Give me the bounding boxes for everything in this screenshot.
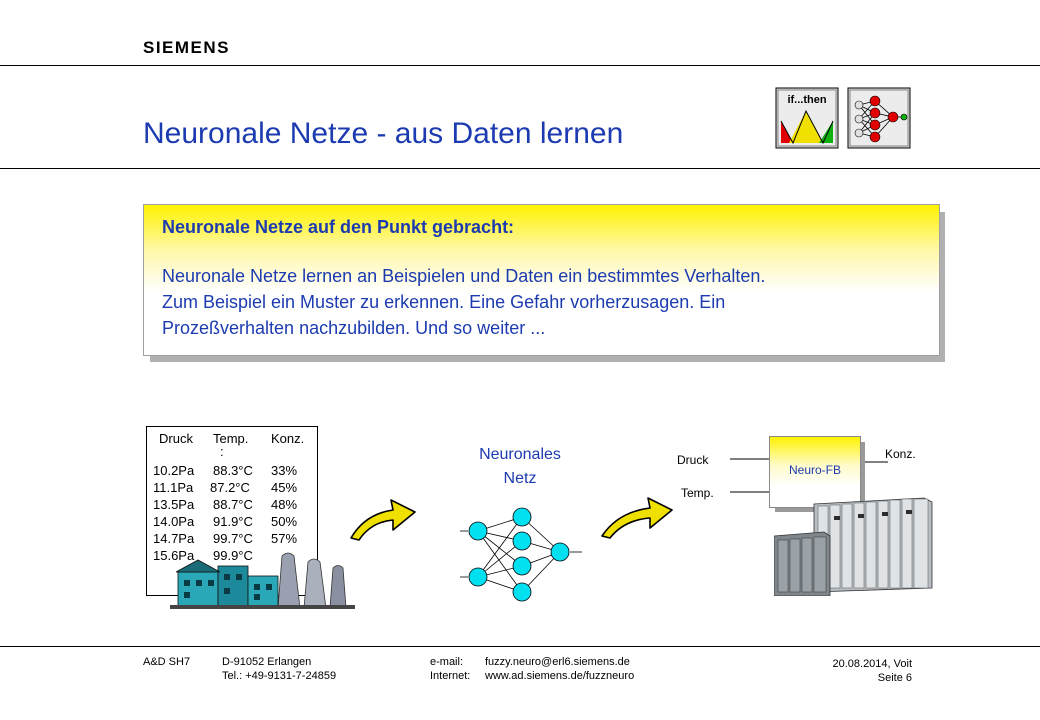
table-cell: 91.9°C [213,514,253,529]
curved-arrow-icon [598,494,676,540]
table-header-druck: Druck [159,431,193,446]
plc-input-druck: Druck [677,453,709,467]
summary-heading: Neuronale Netze auf den Punkt gebracht: [162,217,515,237]
industrial-plant-illustration [170,548,360,610]
footer-phone: Tel.: +49-9131-7-24859 [222,670,337,682]
footer-divider [0,646,1040,647]
table-cell: 15.6Pa [153,548,195,563]
plc-input-temp: Temp. [681,486,714,500]
neuro-fb-label: Neuro-FB [788,463,841,477]
summary-line: Zum Beispiel ein Muster zu erkennen. Eine Gefahr vorherzusagen. Ein [162,292,726,312]
summary-text [162,263,942,341]
slide-title: Neuronale Netze - aus Daten lernen [143,117,624,150]
footer-internet-link[interactable]: www.ad.siemens.de/fuzzneuro [485,670,635,682]
summary-box [143,204,940,356]
fuzzy-logic-icon [775,87,839,149]
table-cell: 13.5Pa [153,497,195,512]
table-cell: 99.9°C [213,548,253,563]
footer-page-number: Seite 6 [877,672,912,684]
footer-internet-label: Internet: [430,670,471,682]
network-label [455,446,585,488]
table-cell: 88.3°C [213,463,253,478]
plc-output-konz: Konz. [885,447,916,461]
network-label-line1: Neuronales [479,446,561,463]
network-label-line2: Netz [503,470,537,487]
footer-department: A&D SH7 [143,656,191,668]
summary-line: Neuronale Netze lernen an Beispielen und Daten ein bestimmtes Verhalten. [162,266,766,286]
curved-arrow-icon [347,492,419,542]
neural-network-diagram [460,506,585,606]
footer-email-link[interactable]: fuzzy.neuro@erl6.siemens.de [485,656,630,668]
summary-line: Prozeßverhalten nachzubilden. Und so weiter ... [162,318,546,338]
plc-hardware-illustration [774,496,934,596]
fuzzy-icon-label: if...then [787,94,827,106]
table-cell: 10.2Pa [153,463,195,478]
table-cell: 33% [271,463,298,478]
table-cell: 11.1Pa [153,480,194,495]
table-ellipsis: : [220,444,224,459]
neural-network-icon [847,87,911,149]
table-cell: 48% [271,497,298,512]
footer-date-author: 20.08.2014, Voit [832,658,912,670]
footer-email-label: e-mail: [430,656,464,668]
table-cell: 14.7Pa [153,531,195,546]
table-cell: 99.7°C [213,531,253,546]
header-divider [0,65,1040,66]
table-cell: 88.7°C [213,497,253,512]
footer-address: D-91052 Erlangen [222,656,312,668]
table-header-temp: Temp. [213,431,249,446]
siemens-logo: SIEMENS [143,38,231,57]
table-cell: 14.0Pa [153,514,195,529]
table-cell: 87.2°C [210,480,250,495]
table-cell: 45% [271,480,298,495]
title-divider [0,168,1040,169]
table-cell: 57% [271,531,298,546]
table-cell: 50% [271,514,298,529]
table-header-konz: Konz. [271,431,305,446]
